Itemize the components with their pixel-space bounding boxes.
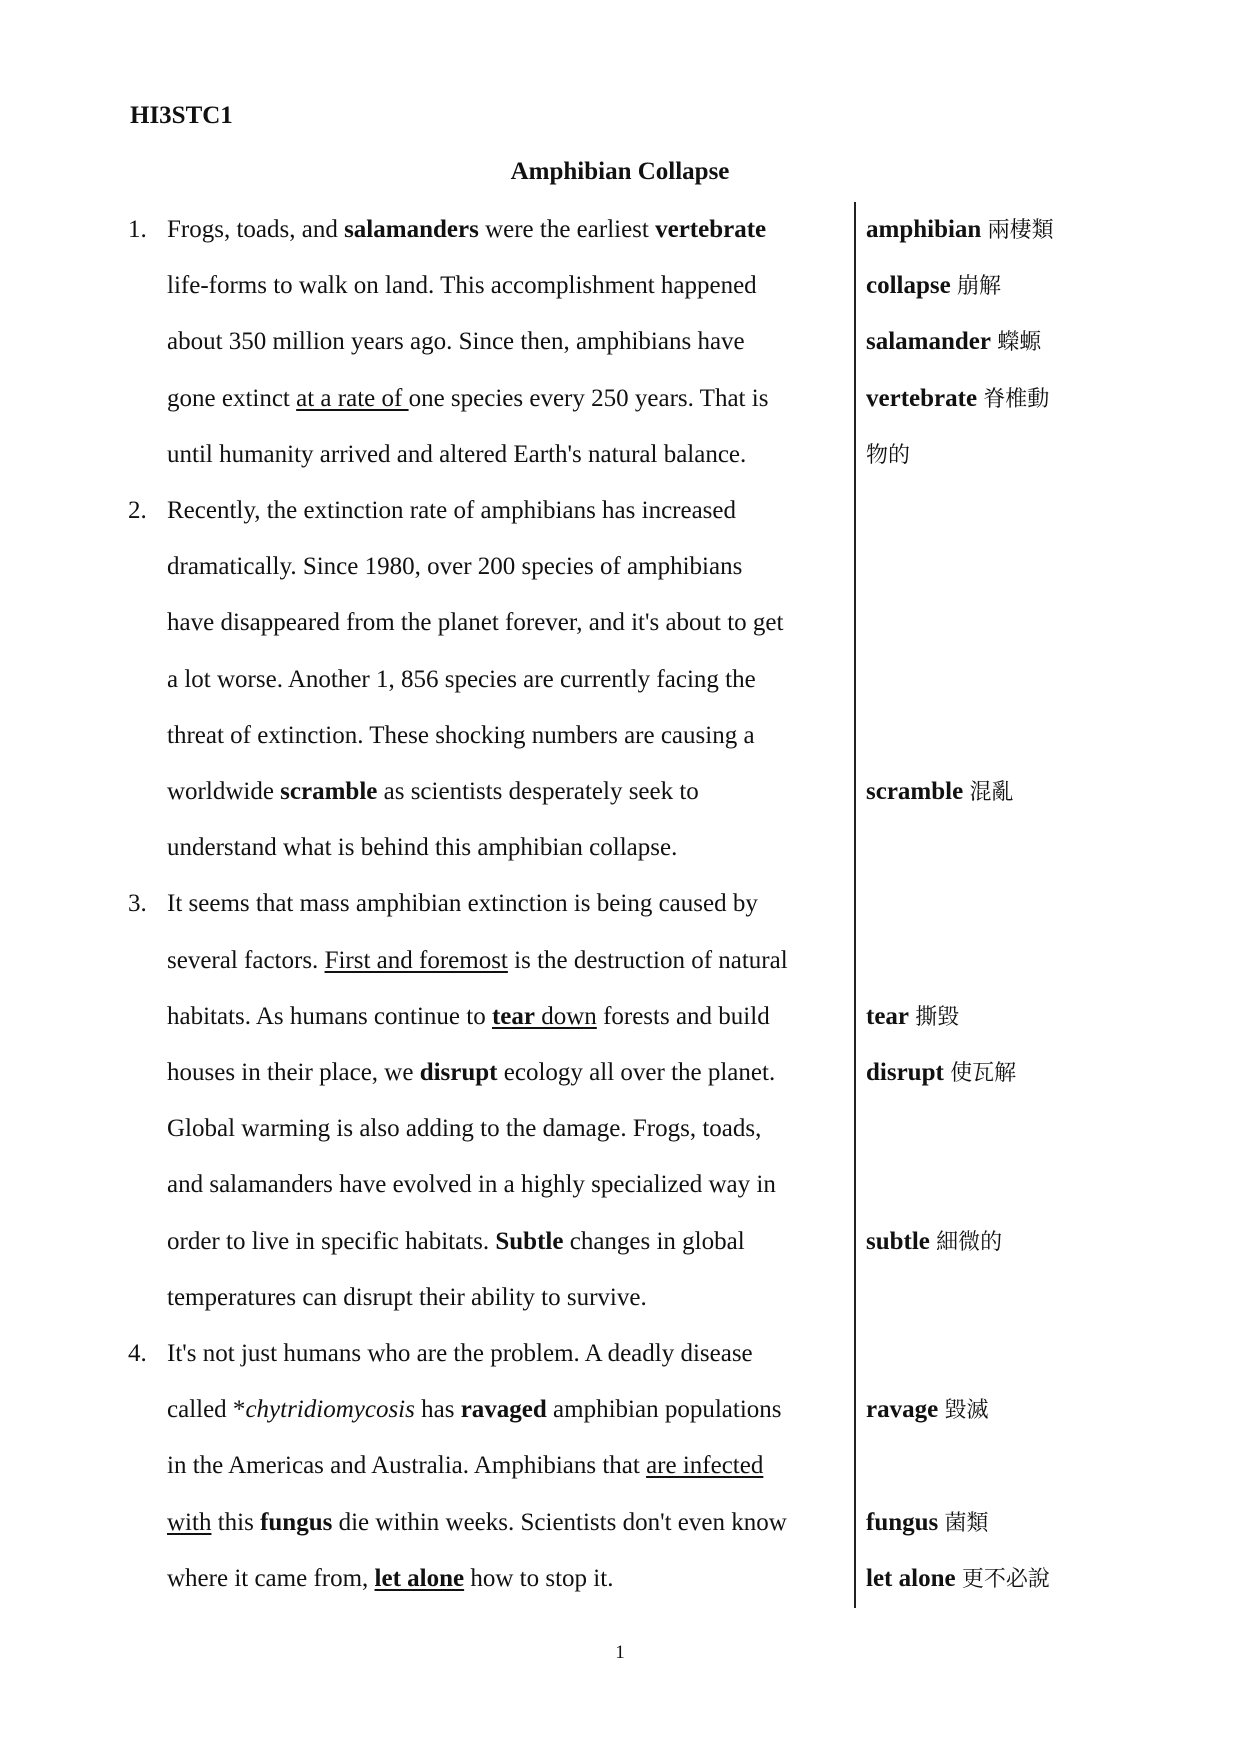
glossary-translation: 脊椎動 — [983, 386, 1050, 412]
paragraph-line: have disappeared from the planet forever, and it's about to get — [167, 609, 784, 637]
paragraph-number: 2. — [128, 497, 147, 524]
paragraph-number: 4. — [128, 1340, 147, 1367]
glossary-term: scramble — [866, 778, 964, 805]
glossary-entry — [866, 384, 1049, 415]
paragraph-line: gone extinct at a rate of one species every 250 years. That is — [167, 384, 769, 412]
paragraph-line: worldwide scramble as scientists desperately seek to — [167, 778, 699, 805]
paragraph-line: where it came from, let alone how to stop it. — [167, 1564, 614, 1592]
glossary-translation: 崩解 — [956, 274, 1001, 300]
paragraph-line: temperatures can disrupt their ability to survive. — [167, 1283, 647, 1311]
vocab-highlight: let alone — [374, 1564, 465, 1592]
paragraph-line: about 350 million years ago. Since then, amphibians have — [167, 328, 745, 356]
paragraph-line: habitats. As humans continue to tear down forests and build — [167, 1002, 770, 1030]
document-code: HI3STC1 — [130, 102, 233, 129]
glossary-translation: 更不必說 — [961, 1566, 1050, 1592]
paragraph-line: dramatically. Since 1980, over 200 species of amphibians — [167, 553, 743, 581]
vocab-highlight: disrupt — [419, 1059, 498, 1086]
glossary-translation: 撕毀 — [915, 1004, 960, 1030]
paragraph-line: several factors. First and foremost is the destruction of natural — [167, 946, 788, 974]
phrase-highlight: chytridiomycosis — [245, 1396, 415, 1424]
glossary-term: collapse — [866, 272, 951, 300]
paragraph-line: life-forms to walk on land. This accomplishment happened — [167, 272, 757, 300]
paragraph-line: order to live in specific habitats. Subtle changes in global — [167, 1227, 745, 1255]
vocab-highlight: Subtle — [495, 1227, 564, 1255]
paragraph-line: It's not just humans who are the problem. A deadly disease — [167, 1340, 753, 1367]
glossary-term: salamander — [866, 328, 991, 356]
paragraph-line: It seems that mass amphibian extinction is being caused by — [167, 890, 758, 918]
glossary-entry — [866, 1508, 989, 1539]
glossary-term: vertebrate — [866, 384, 978, 412]
glossary-term: ravage — [866, 1396, 939, 1424]
vocab-highlight: vertebrate — [655, 216, 767, 243]
phrase-highlight: First and foremost — [324, 946, 508, 974]
glossary-translation: 蠑螈 — [997, 330, 1042, 356]
glossary-translation: 毀滅 — [944, 1398, 989, 1424]
vocab-highlight: salamanders — [344, 216, 479, 243]
paragraph-line: and salamanders have evolved in a highly specialized way in — [167, 1171, 776, 1199]
vocab-highlight: tear — [491, 1002, 535, 1030]
glossary-entry — [866, 1002, 959, 1033]
paragraph-line: Global warming is also adding to the damage. Frogs, toads, — [167, 1115, 762, 1143]
paragraph-line: a lot worse. Another 1, 856 species are currently facing the — [167, 665, 756, 693]
paragraph-line: understand what is behind this amphibian collapse. — [167, 834, 678, 862]
vocab-highlight: ravaged — [460, 1396, 547, 1424]
glossary-divider — [854, 202, 856, 1608]
paragraph-number: 3. — [128, 890, 147, 918]
glossary-term: let alone — [866, 1564, 956, 1592]
glossary-term: fungus — [866, 1508, 939, 1536]
phrase-highlight: at a rate of — [296, 384, 409, 412]
glossary-entry — [866, 777, 1013, 808]
paragraph-line: Frogs, toads, and salamanders were the earliest vertebrate — [167, 216, 767, 243]
glossary-term: disrupt — [866, 1059, 944, 1086]
glossary-entry — [866, 1058, 1016, 1089]
glossary-entry — [866, 1227, 1002, 1258]
glossary-term: amphibian — [866, 216, 982, 243]
glossary-entry — [866, 327, 1041, 358]
vocab-highlight: fungus — [260, 1508, 333, 1536]
paragraph-line: called *chytridiomycosis has ravaged amphibian populations — [167, 1396, 782, 1424]
paragraph-line: in the Americas and Australia. Amphibians that are infected — [167, 1452, 764, 1480]
paragraph-number: 1. — [128, 216, 147, 243]
glossary-entry — [866, 1395, 988, 1426]
paragraph-line: with this fungus die within weeks. Scientists don't even know — [167, 1508, 787, 1536]
glossary-term: tear — [866, 1002, 910, 1030]
phrase-highlight: with — [167, 1508, 212, 1536]
glossary-translation: 兩棲類 — [987, 218, 1054, 243]
glossary-term: subtle — [866, 1227, 930, 1255]
document-title: Amphibian Collapse — [510, 158, 730, 185]
glossary-translation: 物的 — [866, 442, 911, 468]
glossary-entry — [866, 440, 910, 471]
glossary-translation: 細微的 — [936, 1229, 1003, 1255]
paragraph-line: until humanity arrived and altered Earth's natural balance. — [167, 440, 747, 468]
page-number: 1 — [615, 1642, 625, 1663]
paragraph-line: houses in their place, we disrupt ecology all over the planet. — [167, 1059, 776, 1086]
paragraph-line: threat of extinction. These shocking numbers are causing a — [167, 721, 755, 749]
phrase-highlight: are infected — [646, 1452, 764, 1480]
vocab-highlight: scramble — [280, 778, 378, 805]
phrase-highlight: down — [535, 1002, 597, 1030]
glossary-entry — [866, 1564, 1050, 1595]
glossary-entry — [866, 271, 1001, 302]
paragraph-line: Recently, the extinction rate of amphibians has increased — [167, 497, 737, 524]
glossary-translation: 菌類 — [944, 1510, 989, 1536]
glossary-translation: 混亂 — [969, 780, 1014, 805]
glossary-entry — [866, 215, 1054, 246]
glossary-translation: 使瓦解 — [950, 1061, 1017, 1086]
